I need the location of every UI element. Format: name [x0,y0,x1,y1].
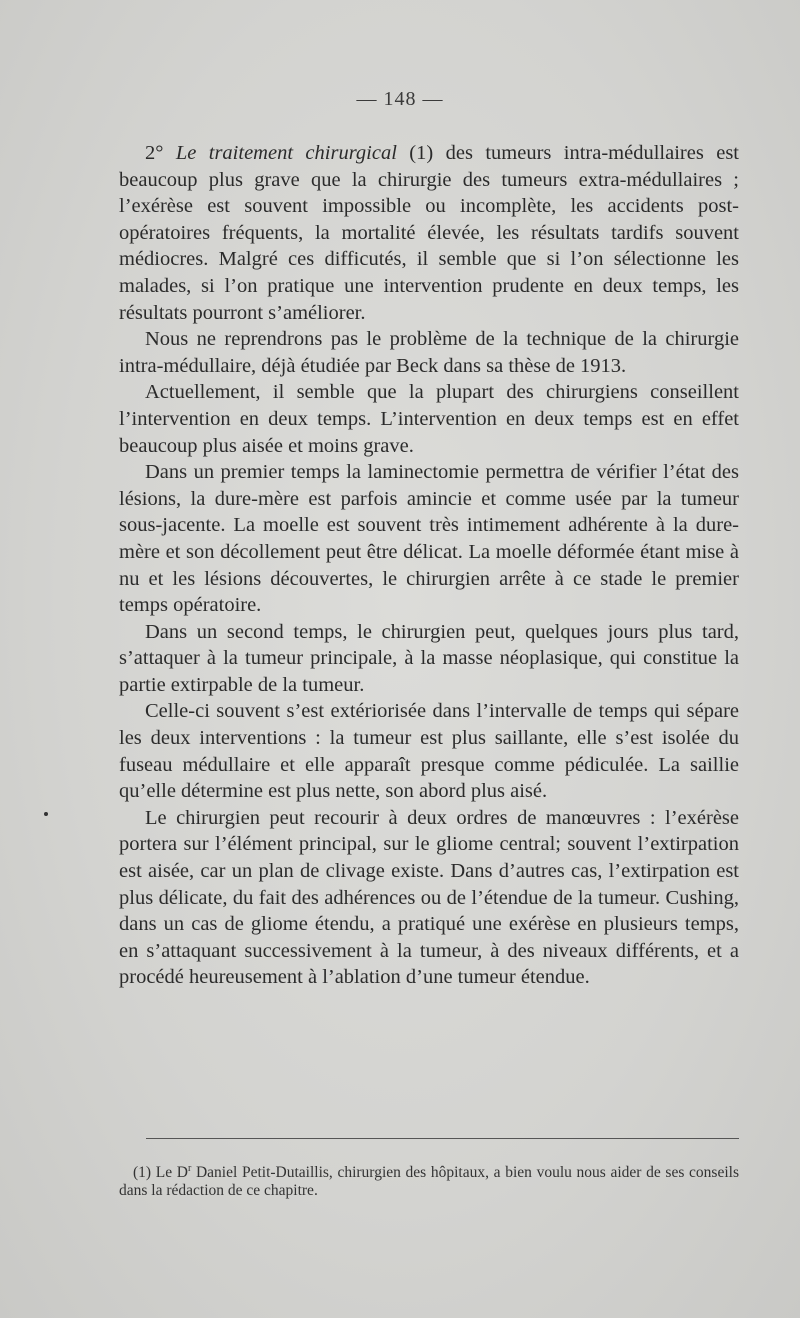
footnote [119,1160,739,1200]
footnote-body: Daniel Petit-Dutaillis, chirurgien des hôpitaux, a bien voulu nous aider de ses conseils dans la rédaction de ce chapitre. [119,1164,739,1200]
footnote-text [119,1160,739,1200]
footnote-divider [146,1138,739,1139]
page-number: — 148 — [356,88,444,110]
paragraph-7: Le chirurgien peut recourir à deux ordres de manœuvres : l’exérèse portera sur l’élément principal, sur le gliome central; souvent l’extirpation est aisée, car un plan de clivage existe. Dans d’autres cas, l’extirpation est plus délicate, du fait des adhérences ou de l’étendue de la tumeur. Cushing, dans un cas de gliome étendu, a pratiqué une exérèse en plusieurs temps, en s’attaquant successivement à la tumeur, à des niveaux différents, et a procédé heureusement à l’ablation d’une tumeur étendue. [119,806,739,989]
section-title: Le traitement chirurgical [175,142,397,164]
list-marker: 2° [145,142,176,164]
paragraph-3: Actuellement, il semble que la plupart des chirurgiens conseillent l’intervention en deux temps. L’intervention en deux temps est en effet beaucoup plus aisée et moins grave. [119,381,739,457]
paragraph-5: Dans un second temps, le chirurgien peut, quelques jours plus tard, s’attaquer à la tumeur principale, à la masse néoplasique, qui constitue la partie extirpable de la tumeur. [119,620,739,696]
paragraph-6: Celle-ci souvent s’est extériorisée dans l’intervalle de temps qui sépare les deux interventions : la tumeur est plus saillante, elle s’est isolée du fuseau médullaire et elle apparaît presque comme pédiculée. La saillie qu’elle détermine est plus nette, son abord plus aisé. [119,700,739,803]
paragraph-2: Nous ne reprendrons pas le problème de la technique de la chirurgie intra-médullaire, déjà étudiée par Beck dans sa thèse de 1913. [119,328,739,377]
paragraph-text: (1) des tumeurs intra-médullaires est beaucoup plus grave que la chirurgie des tumeurs extra-médullaires ; l’exérèse est souvent impossible ou incomplète, les accidents post-opératoires fréquents, la mortalité élevée, les résultats tardifs souvent médiocres. Malgré ces difficutés, il semble que si l’on sélectionne les malades, si l’on pratique une intervention prudente en deux temps, les résultats pourront s’améliorer. [119,142,739,324]
paragraph-4: Dans un premier temps la laminectomie permettra de vérifier l’état des lésions, la dure-mère est parfois amincie et comme usée par la tumeur sous-jacente. La moelle est souvent très intimement adhérente à la dure-mère et son décollement peut être délicat. La moelle déformée étant mise à nu et les lésions découvertes, le chirurgien arrête à ce stade le premier temps opératoire. [119,461,739,617]
footnote-superscript: r [187,1163,192,1174]
ink-speck [44,812,48,816]
main-text [119,140,739,991]
footnote-marker: (1) Le D [133,1164,188,1182]
paragraph-1 [119,140,739,326]
